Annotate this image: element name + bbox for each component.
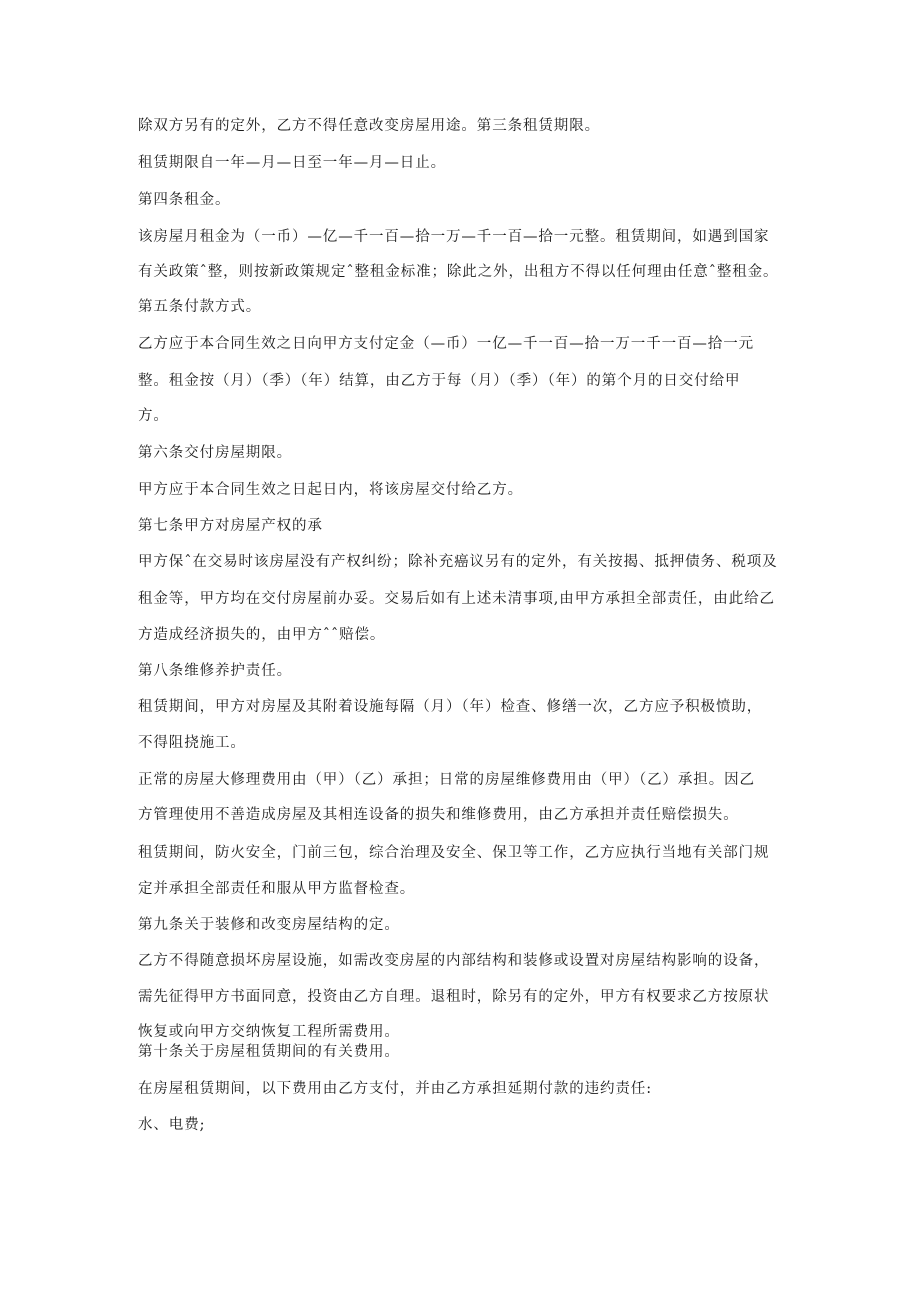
text-line: 水、电费; <box>138 1117 206 1133</box>
text-line: 乙方不得随意损坏房屋设施，如需改变房屋的内部结构和装修或设置对房屋结构影响的设备， <box>138 953 770 969</box>
text-line: 需先征得甲方书面同意，投资由乙方自理。退租时，除另有的定外，甲方有权要求乙方按原状 <box>138 989 770 1005</box>
text-line: 第四条租金。 <box>138 192 231 208</box>
text-line: 第八条维修养护责任。 <box>138 663 292 679</box>
text-line: 正常的房屋大修理费用由（甲）（乙）承担；日常的房屋维修费用由（甲）（乙）承担。因乙 <box>138 772 755 788</box>
text-line: 第六条交付房屋期限。 <box>138 445 292 461</box>
text-line: 除双方另有的定外，乙方不得任意改变房屋用途。第三条租赁期限。 <box>138 118 600 134</box>
text-line: 整。租金按（月）（季）（年）结算，由乙方于每（月）（季）（年）的第个月的日交付给甲 <box>138 373 741 389</box>
text-line: 在房屋租赁期间，以下费用由乙方支付，并由乙方承担延期付款的违约责任: <box>138 1081 652 1097</box>
text-line: 租赁期限自一年—月—日至一年—月—日止。 <box>138 155 446 171</box>
text-line: 定并承担全部责任和服从甲方监督检查。 <box>138 881 416 897</box>
text-line: 第九条关于装修和改变房屋结构的定。 <box>138 917 400 933</box>
text-line: 第十条关于房屋租赁期间的有关费用。 <box>138 1044 400 1060</box>
text-line: 租赁期间，防火安全，门前三包，综合治理及安全、保卫等工作，乙方应执行当地有关部门规 <box>138 845 770 861</box>
text-line: 租赁期间，甲方对房屋及其附着设施每隔（月）（年）检查、修缮一次，乙方应予积极愤助， <box>138 699 763 715</box>
text-line: 该房屋月租金为（一币）—亿—千一百—拾一万—千一百—拾一元整。租赁期间，如遇到国家 <box>138 229 770 245</box>
text-line: 不得阻挠施工。 <box>138 735 246 751</box>
text-line: 第七条甲方对房屋产权的承 <box>138 518 323 534</box>
text-line: 乙方应于本合同生效之日向甲方支付定金（—币）一亿—千一百—拾一万一千一百—拾一元 <box>138 336 754 352</box>
text-line: 甲方保ˆ在交易时该房屋没有产权纠纷；除补充癌议另有的定外，有关按揭、抵押债务、税项及 <box>138 554 778 570</box>
text-line: 恢复或向甲方交纳恢复工程所需费用。 <box>138 1024 400 1040</box>
text-line: 方造成经济损失的，由甲方ˆˆ赔偿。 <box>138 627 386 643</box>
text-line: 有关政策ˆ整，则按新政策规定ˆ整租金标准；除此之外，出租方不得以任何理由任意ˆ整租金。 <box>138 264 779 280</box>
text-line: 甲方应于本合同生效之日起日内，将该房屋交付给乙方。 <box>138 482 523 498</box>
text-line: 方管理使用不善造成房屋及其相连设备的损失和维修费用，由乙方承担并责任赔偿损失。 <box>138 807 739 823</box>
text-line: 第五条付款方式。 <box>138 299 262 315</box>
text-line: 租金等，甲方均在交付房屋前办妥。交易后如有上述未清事项,由甲方承担全部责任，由此给乙 <box>138 591 775 607</box>
text-line: 方。 <box>138 408 169 424</box>
